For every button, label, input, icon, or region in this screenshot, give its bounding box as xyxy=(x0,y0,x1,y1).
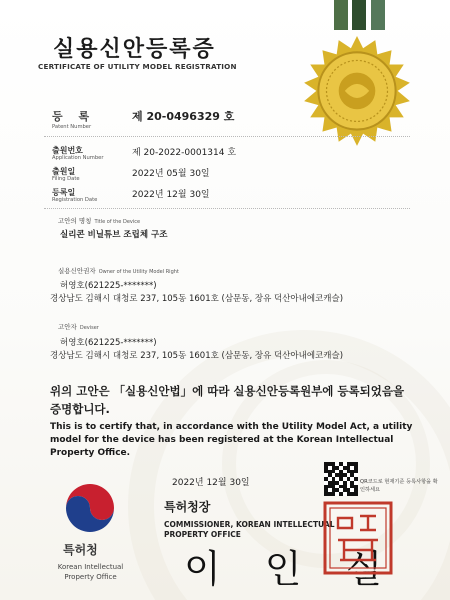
kipo-emblem-icon xyxy=(60,478,120,538)
device-title-label-ko: 고안의 명칭 xyxy=(58,217,92,225)
application-number: 제 20-2022-0001314 호 xyxy=(132,148,237,158)
issue-date: 2022년 12월 30일 xyxy=(172,478,250,488)
application-number-label-en: Application Number xyxy=(52,155,104,161)
commissioner-title-en: COMMISSIONER, KOREAN INTELLECTUAL PROPERTY OFFICE xyxy=(164,520,335,539)
gold-seal-icon xyxy=(296,34,418,156)
ribbon-stripe xyxy=(371,0,385,30)
deviser-label-ko: 고안자 xyxy=(58,323,77,331)
statement-en: This is to certify that, in accordance with the Utility Model Act, a utility model for the device has been registered at the Korean Intellectual Property Office. xyxy=(50,422,413,458)
ribbon-stripe xyxy=(334,0,348,30)
qr-code-icon[interactable] xyxy=(324,462,358,496)
registration-date: 2022년 12월 30일 xyxy=(132,190,210,200)
deviser-label xyxy=(58,322,99,331)
device-title: 실리콘 비닐튜브 조립체 구조 xyxy=(60,230,168,240)
divider xyxy=(44,136,410,137)
filing-date-label-en: Filing Date xyxy=(52,176,80,182)
official-stamp-icon xyxy=(322,500,394,576)
certificate-subtitle: CERTIFICATE OF UTILITY MODEL REGISTRATION xyxy=(38,62,237,71)
owner-label-en: Owner of the Utility Model Right xyxy=(98,269,179,275)
filing-date-label: 출원일 xyxy=(52,167,76,176)
office-name-en: Korean Intellectual Property Office xyxy=(57,563,124,581)
owner-name: 허영호(621225-*******) xyxy=(60,281,157,291)
registration-label: 등 록 xyxy=(52,110,96,123)
application-number-label: 출원번호 xyxy=(52,146,83,155)
deviser-address: 경상남도 김해시 대청로 237, 105동 1601호 (삼문동, 장유 덕산아내에코캐슬) xyxy=(50,351,344,361)
registration-date-label-en: Registration Date xyxy=(52,197,98,203)
registration-date-label: 등록일 xyxy=(52,188,76,197)
registration-label-en: Patent Number xyxy=(52,124,92,130)
ribbon-stripe xyxy=(352,0,366,30)
device-title-label-en: Title of the Device xyxy=(94,219,141,225)
device-title-label xyxy=(58,216,140,225)
registration-number: 제 20-0496329 호 xyxy=(132,110,235,123)
commissioner-title-ko: 특허청장 xyxy=(164,500,211,514)
owner-address: 경상남도 김해시 대청로 237, 105동 1601호 (삼문동, 장유 덕산아내에코캐슬) xyxy=(50,294,344,304)
commissioner-signature: 이 인 실 xyxy=(184,547,399,591)
filing-date: 2022년 05월 30일 xyxy=(132,169,210,179)
deviser-label-en: Deviser xyxy=(79,325,99,331)
divider xyxy=(44,208,410,209)
owner-label-ko: 실용신안권자 xyxy=(58,267,96,275)
certificate-title: 실용신안등록증 xyxy=(53,37,216,62)
office-name-ko: 특허청 xyxy=(63,543,98,557)
deviser-name: 허영호(621225-*******) xyxy=(60,338,157,348)
owner-label xyxy=(58,266,179,275)
statement-ko: 위의 고안은 「실용신안법」에 따라 실용신안등록원부에 등록되었음을 증명합니다. xyxy=(50,384,405,416)
qr-note: QR코드로 현재기준 등록사항을 확인하세요 xyxy=(360,479,438,493)
